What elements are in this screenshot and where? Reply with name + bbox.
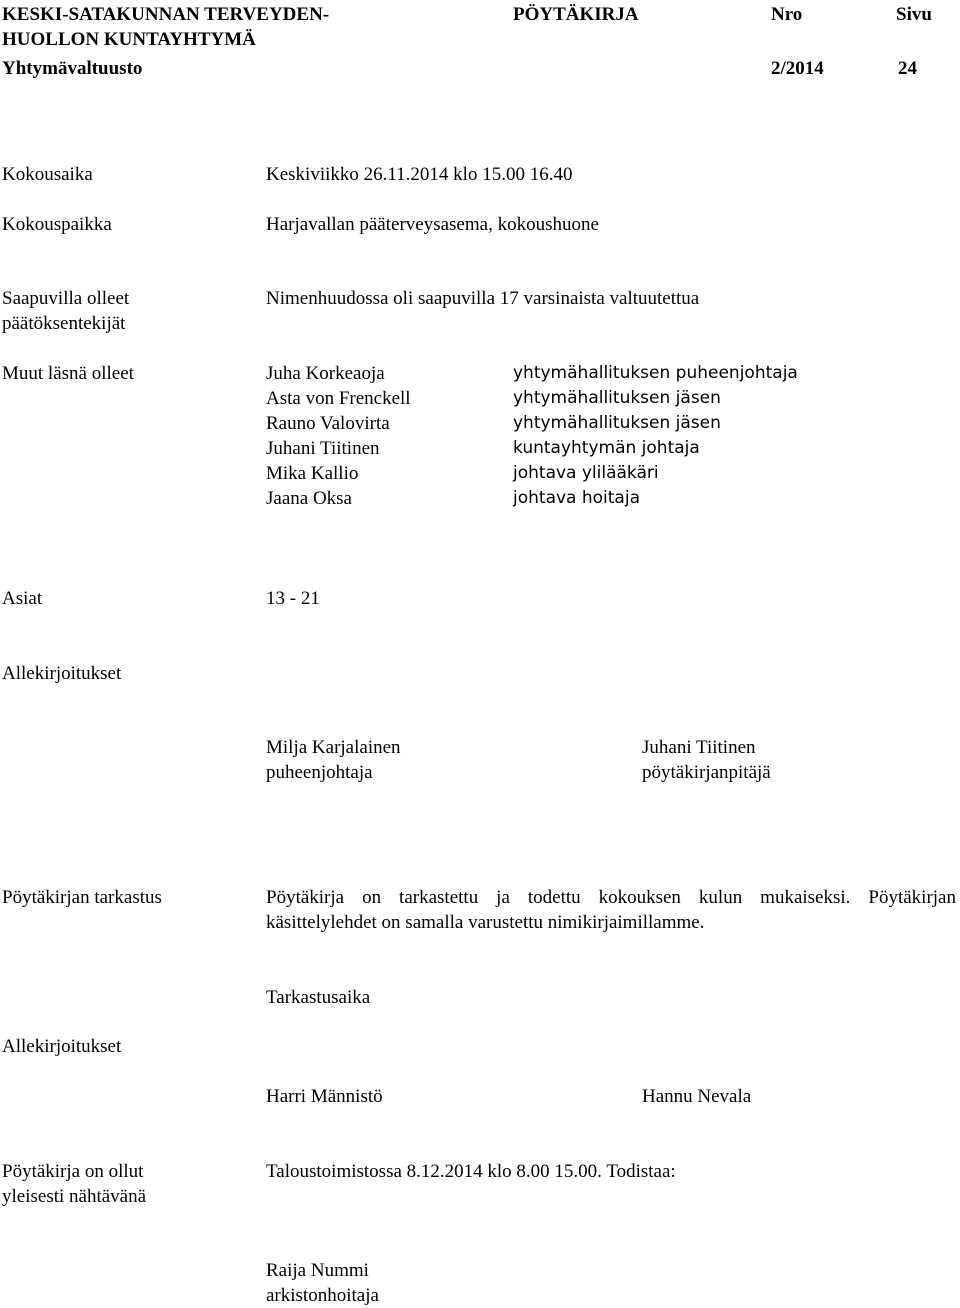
org-name-line2: HUOLLON KUNTAYHTYMÄ [2, 29, 256, 50]
archivist-role: arkistonhoitaja [266, 1285, 379, 1306]
org-name-line1: KESKI-SATAKUNNAN TERVEYDEN- [2, 4, 330, 25]
matters-label: Asiat [2, 588, 43, 609]
meeting-place-label: Kokouspaikka [2, 214, 112, 235]
signer1-role: puheenjohtaja [266, 762, 373, 783]
signer2-role: pöytäkirjanpitäjä [642, 762, 771, 783]
person-role: yhtymähallituksen jäsen [513, 388, 721, 408]
person-role: yhtymähallituksen jäsen [513, 413, 721, 433]
person-role: johtava ylilääkäri [513, 463, 659, 483]
others-label: Muut läsnä olleet [2, 363, 134, 384]
review-label: Pöytäkirjan tarkastus [2, 887, 162, 908]
sivu-value: 24 [898, 58, 917, 79]
meeting-place-value: Harjavallan pääterveysasema, kokoushuone [266, 214, 599, 235]
meeting-time-value: Keskiviikko 26.11.2014 klo 15.00 16.40 [266, 164, 573, 185]
archivist-name: Raija Nummi [266, 1260, 369, 1281]
present-label-line2: päätöksentekijät [2, 313, 126, 334]
present-value: Nimenhuudossa oli saapuvilla 17 varsinaista valtuutettua [266, 288, 700, 309]
person-name: Jaana Oksa [266, 488, 352, 509]
person-name: Rauno Valovirta [266, 413, 390, 434]
nro-label: Nro [771, 4, 803, 25]
person-name: Asta von Frenckell [266, 388, 411, 409]
present-label-line1: Saapuvilla olleet [2, 288, 130, 309]
reviewer2-name: Hannu Nevala [642, 1086, 752, 1107]
person-role: kuntayhtymän johtaja [513, 438, 700, 458]
public-label-line2: yleisesti nähtävänä [2, 1186, 147, 1207]
review-signatures-label: Allekirjoitukset [2, 1036, 122, 1057]
meeting-time-label: Kokousaika [2, 164, 93, 185]
nro-value: 2/2014 [771, 58, 824, 79]
signatures-label: Allekirjoitukset [2, 663, 122, 684]
signer2-name: Juhani Tiitinen [642, 737, 756, 758]
person-role: yhtymähallituksen puheenjohtaja [513, 363, 798, 383]
review-time-label: Tarkastusaika [266, 987, 371, 1008]
body-name: Yhtymävaltuusto [2, 58, 143, 79]
review-text: Pöytäkirja on tarkastettu ja todettu kokouksen kulun mukaiseksi. Pöytäkirjan käsittelylehdet on samalla varustettu nimikirjaimillamme. [266, 887, 956, 933]
reviewer1-name: Harri Männistö [266, 1086, 383, 1107]
public-value: Taloustoimistossa 8.12.2014 klo 8.00 15.00. Todistaa: [266, 1161, 676, 1182]
person-name: Juha Korkeaoja [266, 363, 385, 384]
doc-type: PÖYTÄKIRJA [513, 4, 639, 25]
matters-value: 13 - 21 [266, 588, 320, 609]
person-role: johtava hoitaja [513, 488, 640, 508]
sivu-label: Sivu [896, 4, 932, 25]
public-label-line1: Pöytäkirja on ollut [2, 1161, 144, 1182]
signer1-name: Milja Karjalainen [266, 737, 401, 758]
person-name: Juhani Tiitinen [266, 438, 380, 459]
person-name: Mika Kallio [266, 463, 359, 484]
